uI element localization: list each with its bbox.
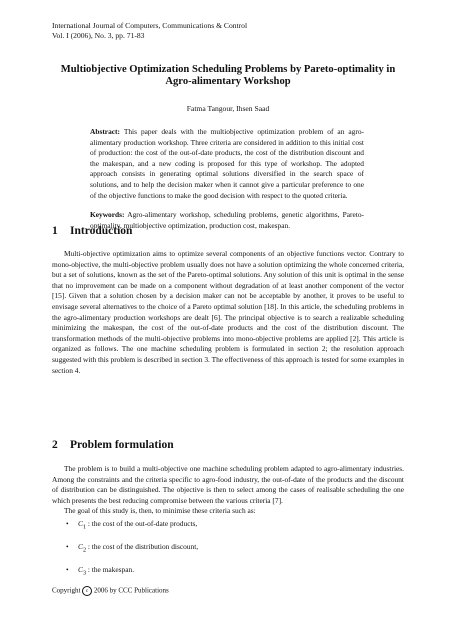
copyright-circle-icon: c bbox=[82, 586, 92, 596]
keywords-label: Keywords: bbox=[90, 210, 125, 220]
criterion-subscript: 3 bbox=[82, 570, 87, 577]
criteria-list-item bbox=[66, 565, 198, 575]
journal-volume: Vol. I (2006), No. 3, pp. 71-83 bbox=[52, 30, 145, 40]
copyright-text: 2006 by CCC Publications bbox=[93, 586, 169, 595]
bullet-dot-icon: • bbox=[66, 565, 69, 574]
copyright-footer bbox=[52, 586, 169, 596]
criterion-text: : the makespan. bbox=[86, 565, 135, 574]
criterion-symbol: C bbox=[78, 542, 83, 551]
criterion-text: : the cost of the distribution discount, bbox=[86, 542, 199, 551]
abstract-text: This paper deals with the multiobjective optimization problem of an agro-alimentary production workshop. Three criteria are considered in addition to this initial cost of production: the cost of the out-of-date products, the cost of the distribution discount and the makespan, and a new coding is proposed for this type of workshop. The adopted approach consists in generating optimal solutions diversified in the search space of solutions, and to help the decision maker when it cannot give a particular preference to one of the objective functions to make the good decision with respect to the quoted criteria. bbox=[90, 127, 364, 200]
journal-name: International Journal of Computers, Communications & Control bbox=[52, 21, 248, 30]
section-1-heading bbox=[52, 225, 404, 237]
paper-authors: Fatma Tangour, Ihsen Saad bbox=[186, 104, 270, 113]
section-2-body bbox=[52, 464, 404, 517]
keywords-text: Agro-alimentary workshop, scheduling problems, genetic algorithms, Pareto-optimality, multiobjective optimization, production cost, makespan. bbox=[90, 210, 364, 230]
paper-title bbox=[52, 64, 404, 89]
criterion-symbol: C bbox=[78, 565, 83, 574]
criterion-text: : the cost of the out-of-date products, bbox=[86, 519, 198, 528]
section-1-title: Introduction bbox=[70, 225, 133, 237]
section-1-body bbox=[52, 249, 404, 376]
paper-title-line-1: Multiobjective Optimization Scheduling Problems by Pareto-optimality in bbox=[60, 64, 396, 75]
criteria-list-item bbox=[66, 542, 198, 552]
paper-title-line-2: Agro-alimentary Workshop bbox=[165, 76, 291, 88]
criterion-subscript: 1 bbox=[82, 524, 87, 531]
section-2-title: Problem formulation bbox=[70, 439, 174, 451]
journal-header bbox=[52, 21, 247, 40]
section-2-number: 2 bbox=[52, 439, 58, 451]
section-2-heading bbox=[52, 439, 404, 451]
section-1-paragraph: Multi-objective optimization aims to optimize several components of an objective functions vector. Contrary to mono-objective, the multi-objective problem usually does not have a solution optimizing the whole concerned criteria, but a set of solutions, known as the set of the Pareto-optimal solutions. Any solution of this unit is optimal in the sense that no improvement can be made on a component without degradation of at least another component of the vector [15]. Given that a solution chosen by a decision maker can not be acceptable by another, it proves to be useful to envisage several alternatives to the choice of a Pareto optimal solution [18]. In this article, the scheduling problems in the agro-alimentary production workshops are dealt [6]. The principal objective is to search a realizable scheduling minimizing the makespan, the cost of the out-of-date products and the cost of the distribution discount. The transformation methods of the multi-objective problems into mono-objective problems are applied [2]. This article is organized as follows. The one machine scheduling problem is formulated in section 2; the resolution approach suggested with this problem is described in section 3. The effectiveness of this approach is tested for some examples in section 4. bbox=[52, 249, 404, 375]
section-2-paragraph-1: The problem is to build a multi-objective one machine scheduling problem adapted to agro-alimentary industries. Among the constraints and the criteria specific to agro-food industry, the out-of-date of the products and the discount of distribution can be distinguished. The objective is then to select among the cases of realisable scheduling the one which presents the best reducing compromise between the various criteria [7]. bbox=[52, 464, 404, 505]
criteria-list bbox=[66, 519, 198, 588]
criterion-symbol: C bbox=[78, 519, 83, 528]
section-1-number: 1 bbox=[52, 225, 58, 237]
section-2-paragraph-2: The goal of this study is, then, to minimise these criteria such as: bbox=[64, 506, 256, 516]
copyright-prefix: Copyright bbox=[52, 586, 81, 595]
abstract-label: Abstract: bbox=[90, 127, 120, 136]
abstract-paragraph bbox=[90, 127, 364, 201]
criteria-list-item bbox=[66, 519, 198, 529]
bullet-dot-icon: • bbox=[66, 519, 69, 528]
criterion-subscript: 2 bbox=[82, 547, 87, 554]
abstract-block bbox=[90, 127, 364, 231]
bullet-dot-icon: • bbox=[66, 542, 69, 551]
